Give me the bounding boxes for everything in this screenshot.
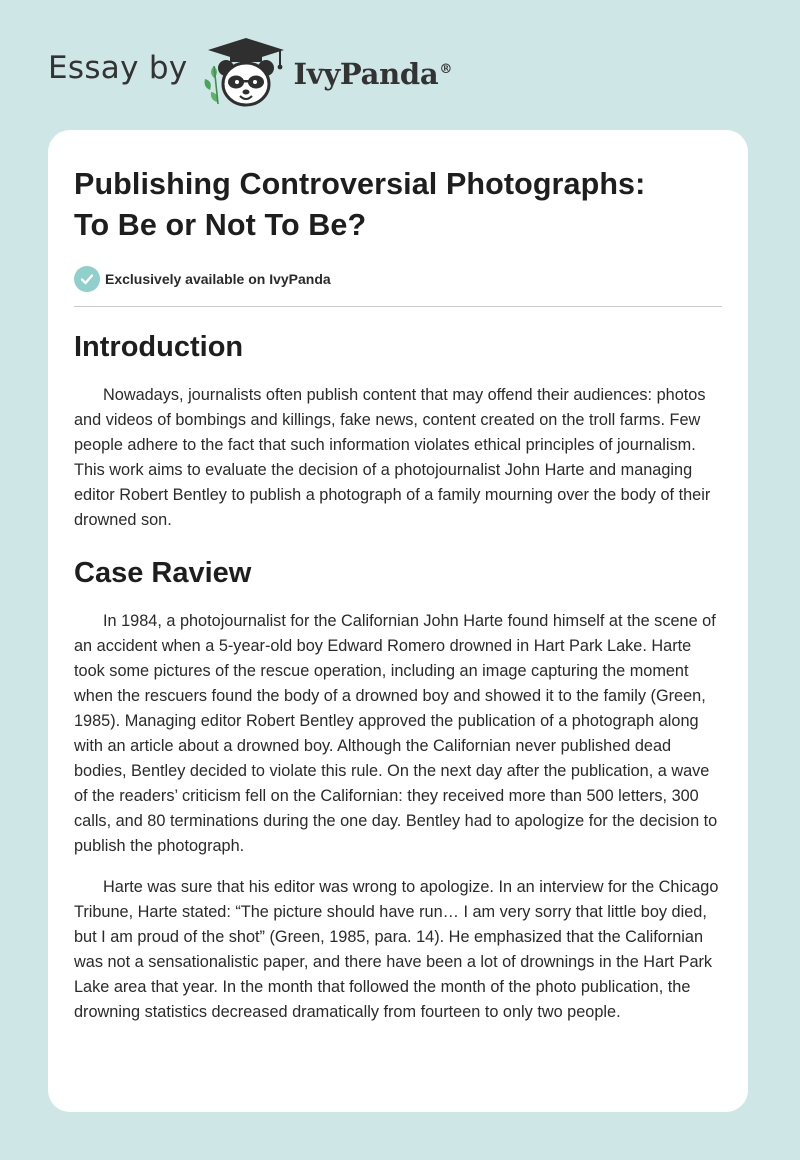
panda-graduate-icon [200, 32, 292, 112]
brand-header[interactable] [48, 32, 452, 112]
brand-prefix: Essay by [48, 50, 188, 86]
paragraph-case-2: Harte was sure that his editor was wrong to apologize. In an interview for the Chicago Tribune, Harte stated: “The picture should have run… I am very sorry that little boy died, but I am proud of the shot” (Green, 1985, para. 14). He emphasized that the Californian was not a sensationalistic paper, and there have been a lot of drownings in the Hart Park Lake area that year. In the month that followed the month of the photo publication, the drowning statistics decreased dramatically from fourteen to only two people. [74, 878, 719, 1021]
section-heading-case-review: Case Raview [74, 557, 252, 589]
paragraph-case-1: In 1984, a photojournalist for the Californian John Harte found himself at the scene of an accident when a 5-year-old boy Edward Romero drowned in Hart Park Lake. Harte took some pictures of the rescue operation, including an image capturing the moment when the rescuers found the body of a drowned boy and showed it to the family (Green, 1985). Managing editor Robert Bentley approved the publication of a photograph along with an article about a drowned boy. Although the Californian never published dead bodies, Bentley decided to violate this rule. On the next day after the publication, a wave of the readers’ criticism fell on the Californian: they received more than 500 letters, 300 calls, and 80 terminations during the one day. Bentley had to apologize for the decision to publish the photograph. [74, 612, 718, 855]
title-line-1: Publishing Controversial Photographs: [74, 167, 646, 201]
brand-name [294, 57, 453, 91]
title-line-2: To Be or Not To Be? [74, 208, 367, 242]
essay-content [74, 164, 722, 1025]
brand-name-text: IvyPanda [293, 57, 439, 91]
check-circle-icon [74, 266, 100, 292]
paragraph-intro: Nowadays, journalists often publish content that may offend their audiences: photos and videos of bombings and killings, fake news, content created on the troll farms. Few people adhere to the fact that such information violates ethical principles of journalism. This work aims to evaluate the decision of a photojournalist John Harte and managing editor Robert Bentley to publish a photograph of a family mourning over the body of their drowned son. [74, 386, 711, 529]
divider [74, 306, 722, 307]
registered-mark: ® [439, 62, 453, 78]
section-heading-introduction: Introduction [74, 331, 244, 363]
badge-label: Exclusively available on IvyPanda [105, 271, 331, 287]
page-title [74, 164, 722, 246]
essay-card [48, 130, 748, 1112]
exclusive-badge [74, 266, 722, 292]
